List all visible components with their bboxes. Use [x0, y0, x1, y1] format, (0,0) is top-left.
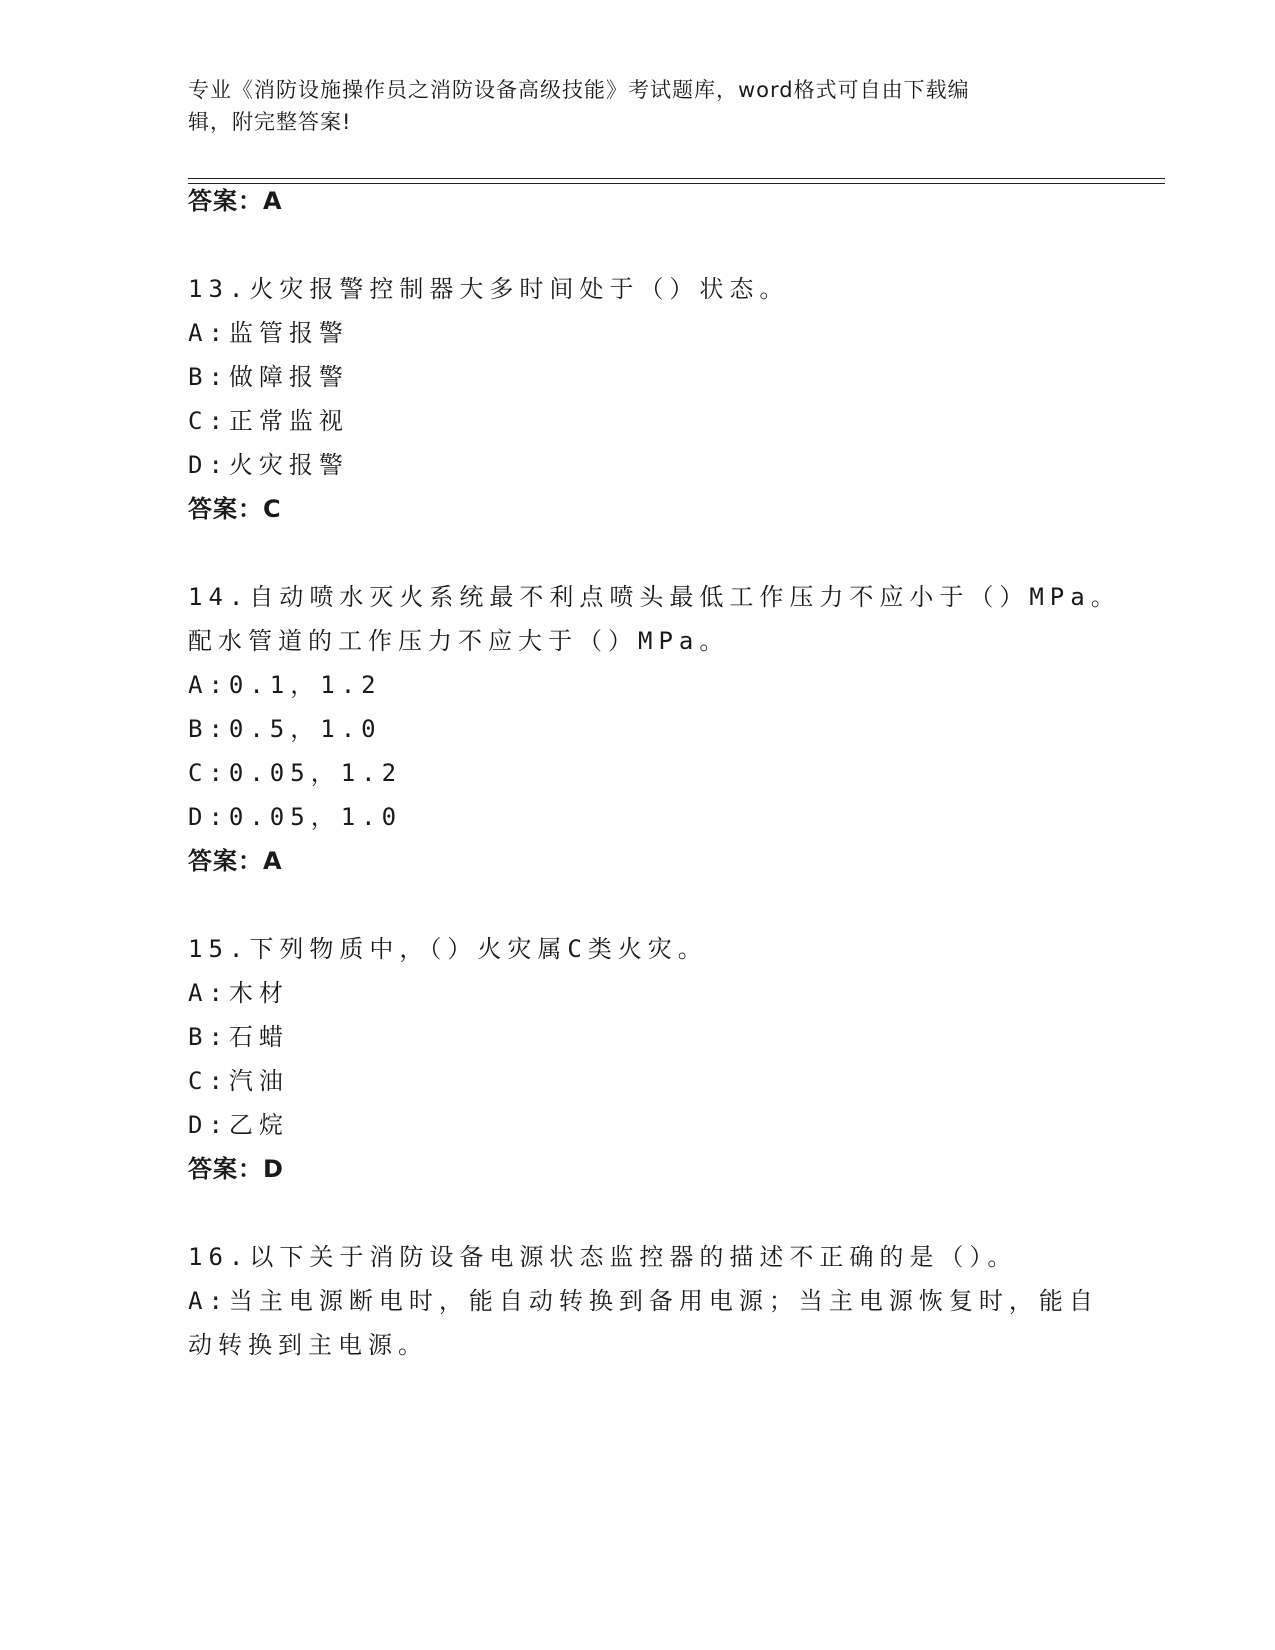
question-13-answer: 答案：C — [188, 495, 282, 523]
previous-answer: 答案：A — [188, 187, 283, 215]
question-15-answer: 答案：D — [188, 1155, 284, 1183]
question-16-option-a-line-2: 动转换到主电源。 — [188, 1331, 428, 1359]
header-rule-top — [188, 178, 1165, 179]
header-rule-bottom — [188, 183, 1165, 184]
question-15-option-a: A:木材 — [188, 979, 289, 1007]
question-14-answer: 答案：A — [188, 847, 283, 875]
question-15-stem: 15.下列物质中，（）火灾属C类火灾。 — [188, 935, 708, 963]
question-16-stem: 16.以下关于消防设备电源状态监控器的描述不正确的是（）。 — [188, 1243, 1018, 1271]
question-13-option-c: C:正常监视 — [188, 407, 349, 435]
document-header — [188, 74, 1068, 138]
question-15-option-d: D:乙烷 — [188, 1111, 289, 1139]
question-13-stem: 13.火灾报警控制器大多时间处于（）状态。 — [188, 275, 790, 303]
question-15-option-c: C:汽油 — [188, 1067, 289, 1095]
question-14-option-d: D:0.05，1.0 — [188, 803, 403, 831]
question-16-option-a-line-1: A:当主电源断电时，能自动转换到备用电源；当主电源恢复时，能自 — [188, 1287, 1099, 1315]
question-13-option-b: B:做障报警 — [188, 363, 349, 391]
question-15-option-b: B:石蜡 — [188, 1023, 289, 1051]
question-13-option-d: D:火灾报警 — [188, 451, 349, 479]
question-14-option-c: C:0.05，1.2 — [188, 759, 403, 787]
question-14-option-b: B:0.5，1.0 — [188, 715, 382, 743]
question-13-option-a: A:监管报警 — [188, 319, 349, 347]
question-14-stem-line-2: 配水管道的工作压力不应大于（）MPa。 — [188, 627, 730, 655]
question-14-stem-line-1: 14.自动喷水灭火系统最不利点喷头最低工作压力不应小于（）MPa。 — [188, 583, 1121, 611]
header-line-1: 专业《消防设施操作员之消防设备高级技能》考试题库，word格式可自由下载编 — [188, 78, 970, 102]
header-line-2: 辑，附完整答案! — [188, 110, 352, 134]
question-14-option-a: A:0.1，1.2 — [188, 671, 382, 699]
